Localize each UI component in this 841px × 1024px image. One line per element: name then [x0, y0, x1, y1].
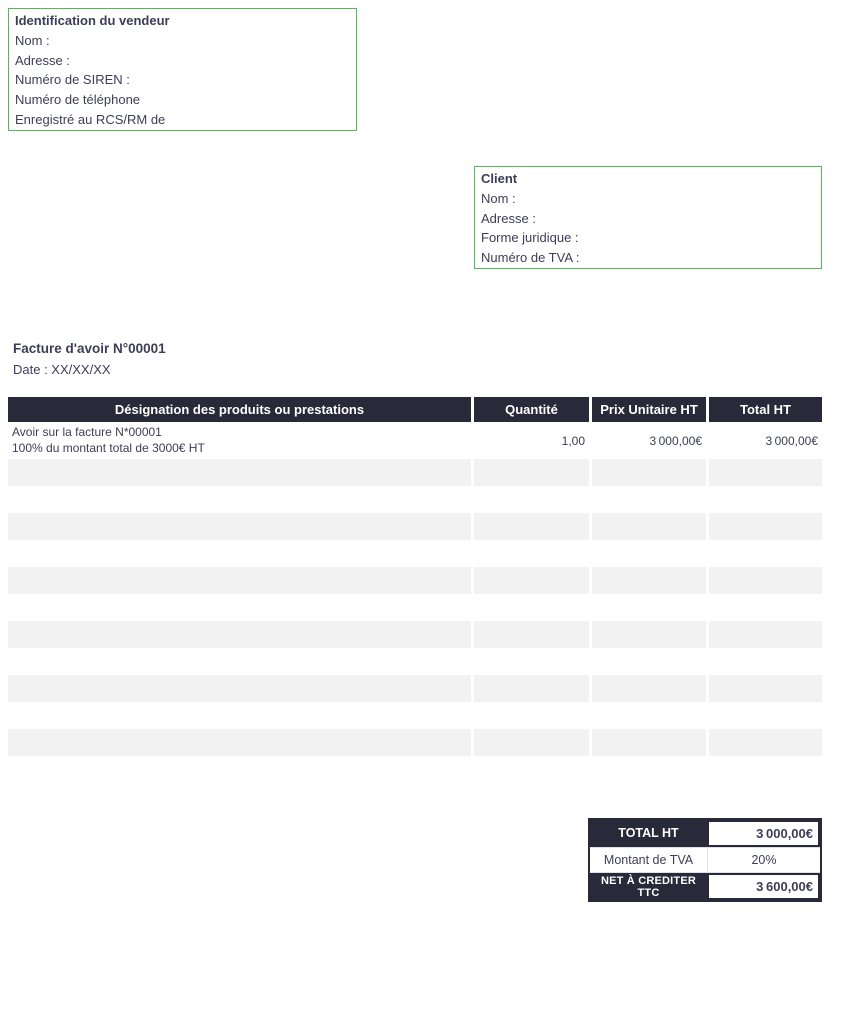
col-header-total-ht: Total HT: [709, 397, 822, 422]
vendor-field-adresse: Adresse :: [15, 52, 70, 68]
vendor-field-telephone: Numéro de téléphone: [15, 92, 141, 108]
empty-cell: [709, 675, 822, 702]
montant-tva-label: Montant de TVA: [590, 847, 707, 874]
montant-tva-value: 20%: [707, 847, 820, 874]
table-empty-row: [8, 648, 822, 675]
empty-cell: [8, 594, 471, 621]
col-header-prix-unitaire-ht: Prix Unitaire HT: [592, 397, 706, 422]
empty-cell: [8, 459, 471, 486]
client-field-forme-juridique: Forme juridique :: [481, 230, 579, 246]
invoice-date: Date : XX/XX/XX: [13, 362, 111, 377]
empty-cell: [8, 513, 471, 540]
empty-cell: [592, 567, 706, 594]
empty-cell: [474, 459, 589, 486]
empty-cell: [474, 702, 589, 729]
item-unit-price: 3 000,00€: [649, 433, 702, 448]
table-empty-row: [8, 621, 822, 648]
table-empty-row: [8, 594, 822, 621]
vendor-box-title: Identification du vendeur: [15, 13, 170, 28]
item-total: 3 000,00€: [765, 433, 818, 448]
table-empty-row: [8, 486, 822, 513]
empty-cell: [8, 729, 471, 756]
table-empty-row: [8, 459, 822, 486]
empty-cell: [709, 567, 822, 594]
empty-cell: [8, 675, 471, 702]
empty-cell: [709, 729, 822, 756]
empty-cell: [8, 648, 471, 675]
empty-cell: [709, 459, 822, 486]
empty-cell: [592, 675, 706, 702]
empty-cell: [8, 540, 471, 567]
empty-cell: [8, 702, 471, 729]
empty-cell: [474, 540, 589, 567]
client-field-adresse: Adresse :: [481, 210, 536, 226]
table-empty-row: [8, 567, 822, 594]
item-designation-line1: Avoir sur la facture N*00001: [12, 425, 162, 439]
vendor-field-siren: Numéro de SIREN :: [15, 72, 130, 88]
empty-cell: [474, 486, 589, 513]
invoice-title: Facture d'avoir N°00001: [13, 341, 166, 356]
client-info-box: [474, 166, 822, 269]
table-empty-row: [8, 675, 822, 702]
table-empty-row: [8, 540, 822, 567]
empty-cell: [709, 513, 822, 540]
empty-cell: [592, 621, 706, 648]
empty-cell: [8, 567, 471, 594]
empty-cell: [474, 729, 589, 756]
empty-cell: [474, 621, 589, 648]
table-empty-row: [8, 513, 822, 540]
empty-cell: [474, 648, 589, 675]
table-empty-rows: [8, 459, 822, 756]
item-designation: [8, 422, 471, 459]
empty-cell: [709, 648, 822, 675]
total-ht-value: 3 000,00€: [707, 820, 820, 847]
empty-cell: [592, 513, 706, 540]
empty-cell: [592, 648, 706, 675]
table-item-row: [8, 422, 822, 459]
empty-cell: [709, 594, 822, 621]
empty-cell: [474, 567, 589, 594]
empty-cell: [592, 729, 706, 756]
empty-cell: [474, 675, 589, 702]
col-header-quantite: Quantité: [474, 397, 589, 422]
vendor-field-nom: Nom :: [15, 32, 50, 48]
net-a-crediter-label: NET À CREDITER TTC: [590, 873, 707, 900]
vendor-field-rcs-rm: Enregistré au RCS/RM de: [15, 111, 166, 127]
empty-cell: [592, 594, 706, 621]
table-empty-row: [8, 729, 822, 756]
empty-cell: [592, 702, 706, 729]
empty-cell: [709, 540, 822, 567]
totals-box: [588, 818, 822, 902]
client-field-tva: Numéro de TVA :: [481, 250, 580, 266]
item-quantity: 1,00: [561, 433, 585, 448]
item-designation-line2: 100% du montant total de 3000€ HT: [12, 440, 205, 455]
empty-cell: [709, 486, 822, 513]
client-field-nom: Nom :: [481, 190, 516, 206]
vendor-info-box: [8, 8, 357, 131]
client-box-title: Client: [481, 171, 518, 186]
table-header-row: [8, 397, 822, 422]
empty-cell: [709, 621, 822, 648]
net-a-crediter-value: 3 600,00€: [707, 873, 820, 900]
empty-cell: [8, 621, 471, 648]
empty-cell: [592, 459, 706, 486]
items-table: [8, 397, 822, 756]
empty-cell: [592, 486, 706, 513]
empty-cell: [474, 594, 589, 621]
col-header-designation: Désignation des produits ou prestations: [8, 397, 471, 422]
total-ht-label: TOTAL HT: [590, 820, 707, 847]
empty-cell: [8, 486, 471, 513]
empty-cell: [592, 540, 706, 567]
empty-cell: [709, 702, 822, 729]
empty-cell: [474, 513, 589, 540]
table-empty-row: [8, 702, 822, 729]
